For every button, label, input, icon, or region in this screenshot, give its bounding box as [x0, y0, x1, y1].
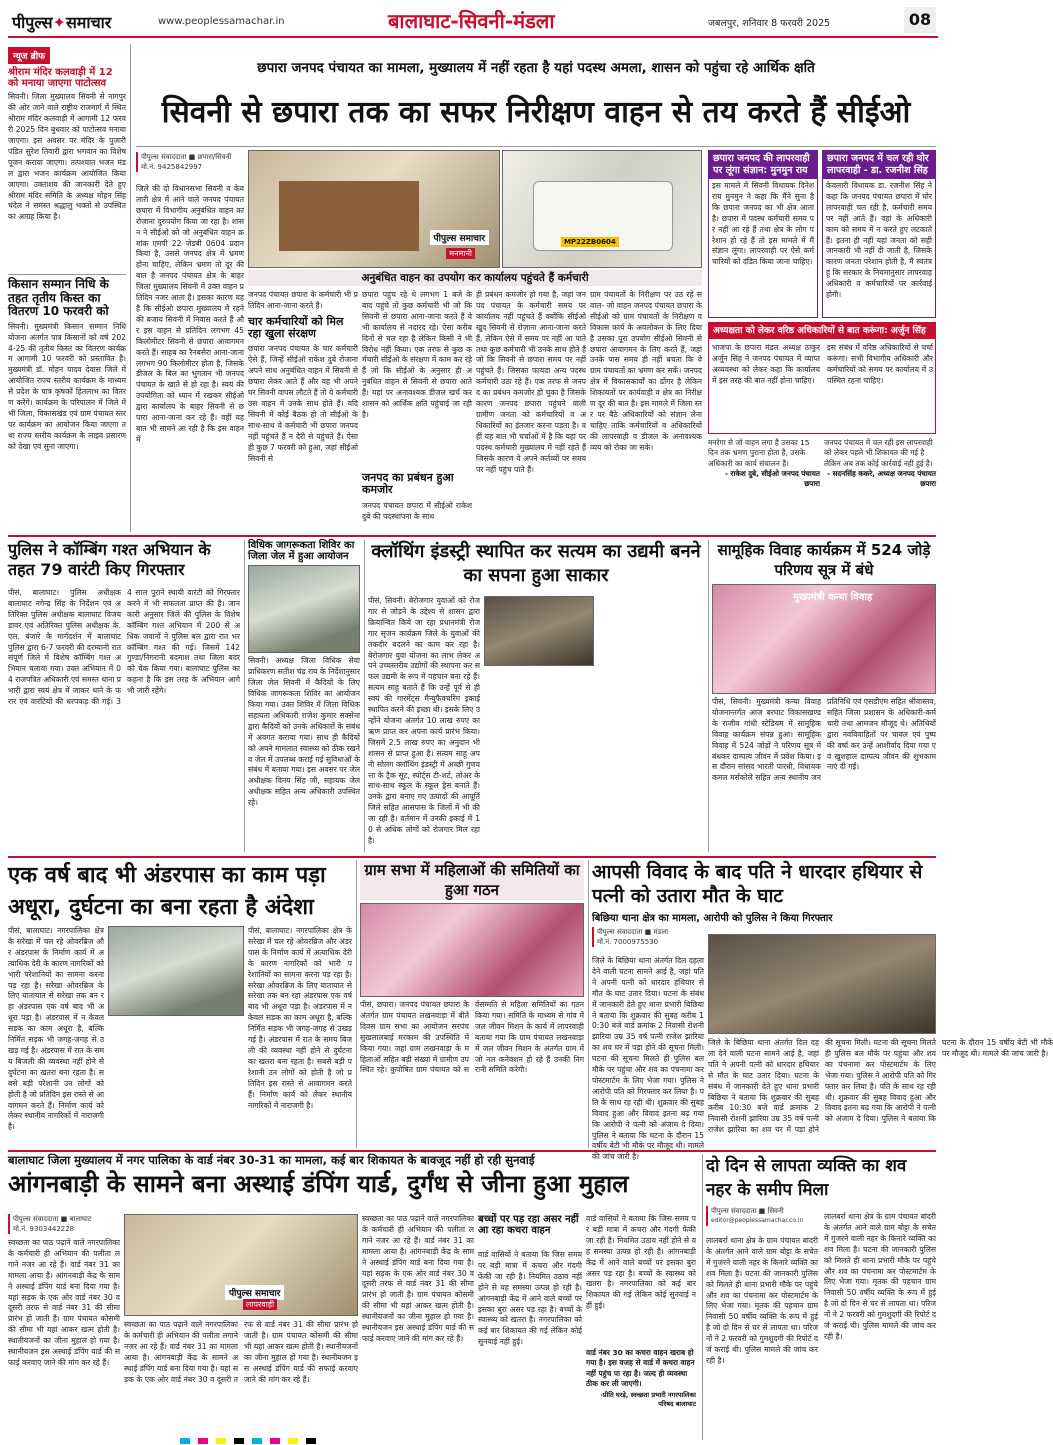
marriage-story	[712, 540, 936, 852]
quote-ceo-sign: - राकेश दुबे, सीईओ जनपद पंचायत छपारा	[725, 469, 820, 489]
clothing-photo	[484, 596, 594, 666]
legal-photo	[248, 565, 360, 653]
murder-story	[592, 860, 1053, 1162]
lead-kicker: छपारा जनपद पंचायत का मामला, मुख्यालय में नहीं रहता है यहां पदस्थ अमला, शासन को पहुंचा रहे आर्थिक क्षति	[257, 60, 815, 76]
page-number: 08	[904, 7, 936, 33]
clothing-story	[368, 540, 704, 852]
lead-col-3-text: छपारा पहुंच रहे थे लगभग 1 बजे के बाद पहुंचे तो कुछ कर्मचारी भी जो कि सिवनी से छपारा आना-जाना करते हैं वे भी कार्यालय से नदारद रहे। ऐसा करीब दिनों से चल रहा है लेकिन किसी ने भी विरोध नहीं किया। एक तरफ से कुछ कर्मचारी सीईओ के संरक्षण में काम कर रहे हैं जो कि सीईओ के अनुसार ही अनुबंधित वाहन से सिवनी से छपारा आते हैं। यहां पर अनावश्यक डीजल खर्च कर शासन को आर्थिक क्षति पहुंचाई जा रही है।	[362, 290, 472, 419]
clothing-body: पीसं, सिवनी। बेरोजगार युवाओं को रोजगार से जोड़ने के उद्देश्य से शासन द्वारा क्रियान्वित किये जा रहा प्रधानमंत्री रोजगार सृजन कार्यक्रम जिले के युवाओं की तकदीर बदलने का काम कर रहा है। बेरोजगार युवा योजना का लाभ लेकर अपने उच्चस्तरीय उद्योगों की स्थापना कर सफल उद्यमी के रूप में पहचान बना रहे हैं। सत्यम साहू बताते हैं कि उन्हें पूर्व से ही स्वयं की गारमेंट्स मैन्युफैक्चरिंग इकाई स्थापित करने की इच्छा थी। इसके लिए उन्होंने योजना अंतर्गत 10 लाख रुपए का ऋण प्राप्त कर अपना कार्य प्रारंभ किया। जिसमें 2.5 लाख रुपए का अनुदान भी शासन से प्राप्त हुआ है। सत्यम साहू अपनी सोलग क्लॉथिंग इंडस्ट्री में अच्छी गुणवत्ता के ट्रैक सूट, स्पोर्ट्स टी-शर्ट, लोअर के साथ-साथ स्कूल के स्कूल ड्रेस बनाते हैं। उनके द्वारा बनाए गए उत्पादों की आपूर्ति जिले सहित आसपास के जिलों में भी की जा रही है। वर्तमान में उनकी इकाई में 10 से अधिक लोगों को रोजगार मिल रहा है।	[368, 596, 480, 845]
anganwadi-quote	[586, 1348, 696, 1438]
anganwadi-kicker: बालाघाट जिला मुख्यालय में नगर पालिका के वार्ड नंबर 30-31 का मामला, कई बार शिकायत के बावजूद नहीं हो रही सुनवाई	[8, 1153, 535, 1167]
news-brief-label: न्यूज ब्रीफ	[8, 47, 50, 64]
mla-box-2-head: छपारा जनपद में चल रही घोर लापरवाही - डा. रजनीश सिंह	[823, 151, 935, 179]
police-headline: पुलिस ने कॉम्बिंग गश्त अभियान के तहत 79 वारंटी किए गिरफ्तार	[8, 540, 211, 579]
byline-text: पीपुल्स संवाददाता ■ छपारा/सिवनी	[136, 152, 246, 162]
mandal-box	[708, 322, 936, 434]
logo: पीपुल्स✦समाचार	[12, 13, 112, 32]
license-plate: MP22ZB0604	[561, 237, 619, 247]
gramsabha-photo	[360, 903, 584, 997]
underpass-body: पीसं, बालाघाट। नगरपालिका क्षेत्र के सरेखा में चल रहे ओवरब्रिज और अंडरपास के निर्माण कार्य में अत्याधिक देरी के कारण नागरिकों को भारी परेशानियों का सामना करना पड़ रहा है। सरेखा ओवरब्रिज के लिए यातायात से सरेखा तक बन रहा अंडरपास एक वर्ष बाद भी अधूरा पड़ा है। अंडरपास में न केवल सड़क का काम अधूरा है, बल्कि निर्मित सड़क भी जगह-जगह से उखड़ गई है। अंडरपास में रात के समय बिजली की व्यवस्था नहीं होने से दुर्घटना का खतरा बना रहता है। सबसे बड़ी परेशानी उन लोगों को होती है जो प्रतिदिन इस रास्ते से आवागमन करते हैं। निर्माण कार्य को लेकर स्थानीय नागरिकों में नाराजगी है।	[8, 926, 104, 1132]
news-brief-sidebar	[8, 44, 126, 532]
photo-watermark: पीपुल्स समाचार	[430, 230, 489, 245]
murder-body-2: जिले के बिछिया थाना अंतर्गत दिल दहला देने वाली घटना सामने आई है, जहां पति ने अपनी पत्नी को धारदार हथियार से मौत के घाट उतार दिया। घटना के संबंध में जानकारी देते हुए थाना प्रभारी बिछिया ने बताया कि शुक्रवार की सुबह करीब 10:30 बजे वार्ड क्रमांक 2 निवासी रोशनी झारिया उम्र 35 वर्ष पत्नी राजेश झारिया का शव घर में पड़ा होने की सूचना मिली। घटना की सूचना मिलते ही पुलिस बल मौके पर पहुंचा और शव का पंचनामा कर पोस्टमार्टम के लिए भेजा गया। पुलिस ने आरोपी पति को गिरफ्तार कर लिया है। पति के साथ रह रही थी। शुक्रवार की सुबह विवाद हुआ और विवाद इतना बढ़ गया कि आरोपी ने पत्नी को अंजाम दे दिया। पुलिस ने बताया कि घटना के दौरान 15 वर्षीय बेटी भी मौके पर मौजूद थी। मामले की जांच जारी है।	[708, 1038, 1053, 1135]
gramsabha-headline: ग्राम सभा में महिलाओं की समितियों का हुआ गठन	[360, 860, 584, 900]
underpass-body-2: पीसं, बालाघाट। नगरपालिका क्षेत्र के सरेखा में चल रहे ओवरब्रिज और अंडरपास के निर्माण कार्य में अत्याधिक देरी के कारण नागरिकों को भारी परेशानियों का सामना करना पड़ रहा है। सरेखा ओवरब्रिज के लिए यातायात से सरेखा तक बन रहा अंडरपास एक वर्ष बाद भी अधूरा पड़ा है। अंडरपास में न केवल सड़क का काम अधूरा है, बल्कि निर्मित सड़क भी जगह-जगह से उखड़ गई है। अंडरपास में रात के समय बिजली की व्यवस्था नहीं होने से दुर्घटना का खतरा बना रहता है। सबसे बड़ी परेशानी उन लोगों को होती है जो प्रतिदिन इस रास्ते से आवागमन करते हैं। निर्माण कार्य को लेकर स्थानीय नागरिकों में नाराजगी है।	[248, 926, 352, 1110]
marriage-headline: सामूहिक विवाह कार्यक्रम में 524 जोड़े परिणय सूत्र में बंधे	[717, 541, 931, 579]
section-title: बालाघाट-सिवनी-मंडला	[388, 9, 555, 33]
brief-1-body: सिवनी। जिला मुख्यालय सिवनी से नागपुर की ओर जाने वाले राष्ट्रीय राजमार्ग में स्थित श्रीराम मंदिर कलवाड़ी में आगामी 12 फरवरी 2025 दिन बुधवार को पाटोत्सव मनाया जाएगा। इस अवसर पर मंदिर के पुजारी पंडित सुरेश तिवारी द्वारा भगवान का विशेष पूजन कराया जाएगा। तत्पश्चात भजन मंडल द्वारा भजन कार्यक्रम आयोजित किया जाएगा। उक्ताशय की जानकारी देते हुए श्रीराम मंदिर समिति के अध्यक्ष मोहन सिंह चंदेल ने समस्त श्रद्धालु भक्तों से उपस्थित का आग्रह किया है।	[8, 92, 126, 222]
anganwadi-body-3: स्वच्छता का पाठ पढ़ाने वाले नगरपालिका के कर्मचारी ही अभियान की पलीता लगाने नजर आ रहे हैं। वार्ड नंबर 31 का मामला आया है। आंगनबाड़ी केंद्र के सामने अस्थाई डंपिंग यार्ड बना दिया गया है। यहां सड़क के एक ओर वार्ड नंबर 30 व दूसरी तरफ से वार्ड नंबर 31 की सीमा प्रारंभ हो जाती है। ग्राम पंचायत कोसमी की सीमा भी यहां आकर खत्म होती है। स्थानीयजनों का जीना मुहाल हो गया है। स्थानीयजन इस अस्थाई डंपिंग यार्ड की सफाई करवाए जाने की मांग कर रहे हैं।	[362, 1214, 474, 1343]
missing-byline: पीपुल्स संवाददाता ■ सिवनी	[706, 1206, 818, 1216]
anganwadi-headline: आंगनबाड़ी के सामने बना अस्थाई डंपिंग यार्ड, दुर्गंध से जीना हुआ मुहाल	[8, 1169, 629, 1198]
mandal-box-right: इस संबंध में वरिष्ठ अधिकारियों से चर्चा करूंगा। सभी विभागीय अधिकारी और कर्मचारियों को समय पर कार्यालय में उपस्थित रहना चाहिए।	[827, 343, 933, 385]
photo-watermark-tag-2: लापरवाही	[243, 1299, 277, 1310]
brief-1-headline: श्रीराम मंदिर कलवाड़ी में 12 को मनाया जाएगा पाटोत्सव	[8, 67, 113, 90]
lead-headline: सिवनी से छपारा तक का सफर निरीक्षण वाहन से तय करते हैं सीईओ	[161, 95, 911, 130]
lead-subhead-2: जनपद का प्रबंधन हुआ कमजोर	[362, 471, 454, 497]
missing-body: लालबर्रा थाना क्षेत्र के ग्राम पंचायत बांदरी के अंतर्गत आने वाले ग्राम बोट्टा के सचेत में गुजरने वाली नहर के किनारे व्यक्ति का शव मिला है। घटना की जानकारी पुलिस को मिलते ही थाना प्रभारी मौके पर पहुंचे और शव का पंचनामा कर पोस्टमार्टम के लिए भेजा गया। मृतक की पहचान ग्राम निवासी 50 वर्षीय व्यक्ति के रूप में हुई है जो दो दिन से घर से लापता था। परिजनों ने 2 फरवरी को गुमशुदगी की रिपोर्ट दर्ज कराई थी। पुलिस मामले की जांच कर रही है।	[706, 1236, 818, 1365]
photo-watermark-tag: मनमानी	[446, 248, 475, 259]
marriage-body: पीसं, सिवनी। मुख्यमंत्री कन्या विवाह योजनान्तर्गत आज बरघाट विकासखण्ड के राजीव गांधी स्टेडियम में सामूहिक विवाह कार्यक्रम संपन्न हुआ। सामूहिक विवाह में 524 जोड़ों ने परिणय सूत्र में बंधकर दाम्पत्य जीवन में प्रवेश किया। इस दौरान सांसद भारती पारधी, विधायक कमल मर्सकोले सहित अन्य स्थानीय जनप्रतिनिधि एवं एसडीएम सहित श्रीवास्तव, सहित जिला प्रशासन के अधिकारी-कर्मचारी तथा आमजन मौजूद थे। अतिथियों द्वारा नवविवाहितों पर चावल एवं पुष्प की वर्षा कर उन्हें आशीर्वाद दिया गया एवं खुशहाल दाम्पत्य जीवन की शुभकामनाएं दी गईं।	[712, 697, 936, 783]
lead-col-3b-text: जनपद पंचायत छपारा में सीईओ राकेश दुबे की पदस्थापना के साथ	[362, 500, 472, 521]
anganwadi-body-5: वार्ड वासियों ने बताया कि जिस समय पर बड़ी मात्रा में कचरा और गंदगी फेंकी जा रही है। नियमित उठाव नहीं होने से यह समस्या उत्पन्न हो रही है। आंगनबाड़ी केंद्र में आने वाले बच्चों पर इसका बुरा असर पड़ रहा है। बच्चों के स्वास्थ्य को खतरा है। नगरपालिका को कई बार शिकायत की गई लेकिन कोई सुनवाई नहीं हुई।	[586, 1214, 696, 1311]
lead-col-2-text: जनपद पंचायत छपारा के कर्मचारी भी प्रतिदिन आना-जाना करते हैं।	[248, 290, 358, 310]
mla-box-1-body: इस मामले में सिवनी विधायक दिनेश राय मुनमुन ने कहा कि मैंने सुना है कि छपारा जनपद का भी क्षेत्र आता है। छपारा में पदस्थ कर्मचारी समय पर नहीं आ रहे हैं तथा क्षेत्र के लोग परेशान हो रहे हैं तो इस मामले में मैं संज्ञान लूंगा। लापरवाही पर ऐसे कर्मचारियों को दंडित किया जाना चाहिए।	[712, 181, 814, 267]
murder-byline: पीपुल्स संवाददाता ■ मंडला	[592, 927, 702, 937]
byline-mobile: मो.नं. 9425842997	[136, 162, 246, 172]
lead-col-3	[362, 290, 472, 530]
police-story	[8, 540, 240, 852]
lead-col-1: जिले की दो विधानसभा सिवनी व केवलारी क्षेत्र में आने वाले जनपद पंचायत छपारा में विभागीय अनुबंधित वाहन का रोजाना दुरुपयोग किया जा रहा है। शासन ने सीईओ को जो अनुबंधित वाहन क्रमांक एमपी 22 जेडबी 0604 प्रदान किया है, उससे जनपद क्षेत्र में भ्रमण होना चाहिए, लेकिन भ्रमण तो दूर की बात है जनपद पंचायत क्षेत्र के बाहर जिला मुख्यालय सिवनी में उक्त वाहन प्रतिदिन नजर आता है। इसका कारण यह है कि सीईओ छपारा मुख्यालय में रहने की बजाय सिवनी में निवास करते हैं और इस वाहन से प्रतिदिन लगभग 45 किलोमीटर सिवनी से छपारा आवागमन करते हैं। साहब का रैनबसेरा आना-जाना लगभग 90 किलोमीटर होता है, जिसके डीजल के बिल का भुगतान भी जनपद पंचायत के खाते से हो रहा है। स्वयं की उपयोगिता को ध्यान में रखकर सीईओ द्वारा कार्यालय के बाहर सिवनी से छपारा आना-जाना कर रहे हैं। वहीं यह बात भी सामने आ रही है कि इस वाहन में	[136, 184, 244, 444]
anganwadi-body: स्वच्छता का पाठ पढ़ाने वाले नगरपालिका के कर्मचारी ही अभियान की पलीता लगाने नजर आ रहे हैं। वार्ड नंबर 31 का मामला आया है। आंगनबाड़ी केंद्र के सामने अस्थाई डंपिंग यार्ड बना दिया गया है। यहां सड़क के एक ओर वार्ड नंबर 30 व दूसरी तरफ से वार्ड नंबर 31 की सीमा प्रारंभ हो जाती है। ग्राम पंचायत कोसमी की सीमा भी यहां आकर खत्म होती है। स्थानीयजनों का जीना मुहाल हो गया है। स्थानीयजन इस अस्थाई डंपिंग यार्ड की सफाई करवाए जाने की मांग कर रहे हैं।	[8, 1238, 120, 1367]
brief-2-headline: किसान सम्मान निधि के तहत तृतीय किस्त का वितरण 10 फरवरी को	[8, 274, 126, 318]
marriage-photo	[712, 584, 936, 694]
print-marks	[180, 1438, 760, 1444]
legal-body: सिवनी। अध्यक्ष जिला विधिक सेवा प्राधिकरण सतीश चंद्र राय के निर्देशानुसार जिला जेल सिवनी में कैदियों के लिए विधिक जागरूकता शिविर का आयोजन किया गया। उक्त शिविर में जिला विधिक सहायता अधिकारी राजेश कुमार सक्सेना द्वारा कैदियों को उनके अधिकारों के संबंध में अवगत कराया गया। साथ ही कैदियों को अपने मामलात स्वास्थ्य को ठीक रखने व जेल में उपलब्ध कराई गई सुविधाओं के संबंध में बताया गया। इस अवसर पर जेल अधीक्षक विनय सिंह जी, सहायक जेल अधीक्षक सहित अन्य अधिकारी उपस्थित रहे।	[248, 656, 360, 808]
quote-president-sign: - सदनसिंह ककरे, अध्यक्ष जनपद पंचायत छपारा	[827, 469, 936, 489]
murder-subheadline: बिछिया थाना क्षेत्र का मामला, आरोपी को पुलिस ने किया गिरफ्तार	[592, 913, 833, 924]
gramsabha-body: पीसं, छपारा। जनपद पंचायत छपारा के अंतर्गत ग्राम पंचायत लखनवाड़ा में बीते दिवस ग्राम सभा का आयोजन सरपंच सुखलालबाई मरकाम की उपस्थिति में किया गया। जहां ग्राम लखनवाड़ा के महिलाओं सहित बड़ी संख्या में ग्रामीण उपस्थित रहे। कुपोषित ग्राम पंचायत को सर्वसम्मति से महिला समितियों का गठन किया गया। समिति के माध्यम से गांव में जल जीवन मिशन के कार्य में लापरवाही बताया गया कि ग्राम पंचायत लखनवाड़ा में जल जीवन मिशन के अंतर्गत ग्राम में जो नल कनेक्शन हो रहे हैं उनकी निगरानी समिति करेगी।	[360, 1000, 584, 1075]
mla-box-1	[708, 150, 818, 318]
lead-col-2	[248, 290, 358, 530]
masthead	[8, 4, 938, 38]
quote-ceo-text: मनरेगा से जो वाहन लगा है उसका 15 दिन तक भ्रमण पुराना होता है, उसके अधिकारी का कार्य संचालन है।	[708, 438, 810, 468]
mla-box-1-head: छपारा जनपद की लापरवाही पर लूंगा संज्ञान: मुनमुन राय	[709, 151, 817, 179]
mandal-box-head: अध्यक्षता को लेकर वरिष्ठ अधिकारियों से बात करूंगा: अर्जुन सिंह	[709, 323, 935, 339]
murder-headline: आपसी विवाद के बाद पति ने धारदार हथियार से पत्नी को उतारा मौत के घाट	[592, 861, 923, 907]
lead-subhead-1: चार कर्मचारियों को मिल रहा खुला संरक्षण	[248, 314, 344, 341]
police-body: पीसं, बालाघाट। पुलिस अधीक्षक बालाघाट नगेन्द्र सिंह के निर्देशन एवं अतिरिक्त पुलिस अधीक्षक बालाघाट विजय डावर एवं अतिरिक्त पुलिस अधीक्षक के. एल. बंजारे के मार्गदर्शन में बालाघाट पुलिस द्वारा 6-7 फरवरी की दरम्यानी रात संपूर्ण जिले में विशेष कॉम्बिंग गश्त अभियान चलाया गया। उक्त अभियान में 04 राजपत्रित अधिकारी एवं समस्त थाना प्रभारी द्वारा स्वयं क्षेत्र में जाकर थाने के फरार एवं वारंटियों की धरपकड़ की गई। 34 साल पुराने स्थायी वारंटी को गिरफ्तार करने में भी सफलता प्राप्त की है। जानकारी अनुसार जिले की पुलिस के विशेष कॉम्बिंग गश्त अभियान में 200 से अधिक जवानों ने पुलिस बल द्वारा रात भर कॉम्बिंग गश्त की गई। जिसमें 142 गुण्डा/निगरानी बदमाश तथा जिला बदर को चेक किया गया। बालाघाट पुलिस का कहना है कि इस तरह के अभियान आगे भी जारी रहेंगे।	[8, 588, 240, 707]
car-photo	[502, 150, 702, 268]
mandal-box-left: भाजपा के छपारा मंडल अध्यक्ष ठाकुर अर्जुन सिंह ने जनपद पंचायत में व्याप्त अव्यवस्था को लेकर कहा कि कार्यालय में इस तरह की बात नहीं होना चाहिए।	[712, 343, 820, 385]
missing-headline: दो दिन से लापता व्यक्ति का शव नहर के समीप मिला	[706, 1156, 907, 1200]
brief-2-body: सिवनी। मुख्यमंत्री किसान सम्मान निधि योजना अंतर्गत पात्र किसानों को वर्ष 2024-25 की तृतीय किस्त का वितरण कार्यक्रम आगामी 10 फरवरी को प्रस्तावित है। मुख्यमंत्री डॉ. मोहन यादव देवास जिले में आयोजित राज्य स्तरीय कार्यक्रम के माध्यम से प्रदेश के पात्र कृषकों हितलाभ का वितरण करेंगे। कार्यक्रम के परिपालन में जिले में भी जिला, विकासखंड एवं ग्राम पंचायत स्तर पर कार्यक्रम का आयोजन किया जाएगा तथा राज्य स्तरीय कार्यक्रम के लाइव प्रसारण को देखा एवं सुना जाएगा।	[8, 321, 126, 451]
anganwadi-story	[8, 1154, 698, 1440]
gramsabha-story	[360, 860, 584, 1148]
murder-mobile: मो.नं. 7000975530	[592, 937, 702, 947]
anganwadi-body-4: वार्ड वासियों ने बताया कि जिस समय पर बड़ी मात्रा में कचरा और गंदगी फेंकी जा रही है। नियमित उठाव नहीं होने से यह समस्या उत्पन्न हो रही है। आंगनबाड़ी केंद्र में आने वाले बच्चों पर इसका बुरा असर पड़ रहा है। बच्चों के स्वास्थ्य को खतरा है। नगरपालिका को कई बार शिकायत की गई लेकिन कोई सुनवाई नहीं हुई।	[478, 1250, 582, 1347]
office-photo	[248, 150, 500, 268]
anganwadi-body-2: स्वच्छता का पाठ पढ़ाने वाले नगरपालिका के कर्मचारी ही अभियान की पलीता लगाने नजर आ रहे हैं। वार्ड नंबर 31 का मामला आया है। आंगनबाड़ी केंद्र के सामने अस्थाई डंपिंग यार्ड बना दिया गया है। यहां सड़क के एक ओर वार्ड नंबर 30 व दूसरी तरफ से वार्ड नंबर 31 की सीमा प्रारंभ हो जाती है। ग्राम पंचायत कोसमी की सीमा भी यहां आकर खत्म होती है। स्थानीयजनों का जीना मुहाल हो गया है। स्थानीयजन इस अस्थाई डंपिंग यार्ड की सफाई करवाए जाने की मांग कर रहे हैं।	[124, 1320, 358, 1384]
murder-body: जिले के बिछिया थाना अंतर्गत दिल दहला देने वाली घटना सामने आई है, जहां पति ने अपनी पत्नी को धारदार हथियार से मौत के घाट उतार दिया। घटना के संबंध में जानकारी देते हुए थाना प्रभारी बिछिया ने बताया कि शुक्रवार की सुबह करीब 10:30 बजे वार्ड क्रमांक 2 निवासी रोशनी झारिया उम्र 35 वर्ष पत्नी राजेश झारिया का शव घर में पड़ा होने की सूचना मिली। घटना की सूचना मिलते ही पुलिस बल मौके पर पहुंचा और शव का पंचनामा कर पोस्टमार्टम के लिए भेजा गया। पुलिस ने आरोपी पति को गिरफ्तार कर लिया है। पति के साथ रह रही थी। शुक्रवार की सुबह विवाद हुआ और विवाद इतना बढ़ गया कि आरोपी ने पत्नी को अंजाम दे दिया। पुलिस ने बताया कि घटना के दौरान 15 वर्षीय बेटी भी मौके पर मौजूद थी। मामले की जांच जारी है।	[592, 956, 704, 1162]
missing-body-2: लालबर्रा थाना क्षेत्र के ग्राम पंचायत बांदरी के अंतर्गत आने वाले ग्राम बोट्टा के सचेत में गुजरने वाली नहर के किनारे व्यक्ति का शव मिला है। घटना की जानकारी पुलिस को मिलते ही थाना प्रभारी मौके पर पहुंचे और शव का पंचनामा कर पोस्टमार्टम के लिए भेजा गया। मृतक की पहचान ग्राम निवासी 50 वर्षीय व्यक्ति के रूप में हुई है जो दो दिन से घर से लापता था। परिजनों ने 2 फरवरी को गुमशुदगी की रिपोर्ट दर्ज कराई थी। पुलिस मामले की जांच कर रही है।	[824, 1212, 936, 1341]
lead-col-4: ही प्रबंधन कमजोर हो गया है, जहां जनपद पंचायत के कर्मचारी समय पर कार्यालय नहीं पहुंचते हैं क्योंकि सीईओ खुद सिवनी से रोज़ाना आना-जाना करते हैं, लेकिन ऐसे में समय पर नहीं आ पाते तथा कुछ कर्मचारी भी उनके साथ होते हैं जो कि सिवनी से छपारा समय पर नहीं पहुंचते हैं। जिसका फायदा अन्य पदस्थ कर्मचारी उठा रहे हैं। एक तरफ से जनपद का प्रबंधन कमजोर हो चुका है जिसके कारण जनपद छपारा पहुंचने वाली ग्रामीण जनता को कर्मचारियों व अधिकारियों का इंतजार करना पड़ता है। वहीं यह बात भी चर्चाओं में है कि यहां पर पदस्थ कर्मचारी मुख्यालय में नहीं रहते हैं जिसके कारण वे अपने कर्तव्यों पर समय पर नहीं पहुंच पाते हैं।	[476, 290, 586, 474]
lead-col-2b-text: छपारा जनपद पंचायत के चार कर्मचारी ऐसे हैं, जिन्हें सीईओ राकेश दुबे रोजाना अपने साथ अनुबंधित वाहन में सिवनी से छपारा लेकर आते हैं और वह भी अपने घर सिवनी वापस लौटते हैं तो ये कर्मचारी उस वाहन में उनके साथ होते हैं। यदि सिवनी में कोई बैठक हो तो सीईओ के साथ-साथ ये कर्मचारी भी छपारा जनपद नहीं पहुंचते हैं न देरी से पहुंचते हैं। ऐसा ही कुछ 7 फरवरी को हुआ, जहां सीईओ सिवनी से	[248, 344, 358, 463]
site-url: www.peoplessamachar.in	[158, 16, 285, 27]
missing-story	[706, 1154, 936, 1440]
anganwadi-byline: पीपुल्स संवाददाता ■ बालाघाट	[8, 1214, 118, 1224]
clothing-headline: क्लॉथिंग इंडस्ट्री स्थापित कर सत्यम का उद्यमी बनने का सपना हुआ साकार	[371, 541, 701, 586]
quote-president	[824, 438, 936, 532]
mla-box-2	[822, 150, 936, 318]
quote-ceo	[708, 438, 820, 532]
mla-box-2-body: केवलारी विधायक डा. रजनीश सिंह ने कहा कि जनपद पंचायत छपारा में घोर लापरवाही चल रही है, कर्मचारी समय पर नहीं आते हैं। वहां के अधिकारी काम को समय में न करते हुए लटकाते हैं। इतना ही नहीं यहां जनता को सही जानकारी भी नहीं दी जाती है, जिसके कारण जनता परेशान होती है, मैं स्वतंत्र हूं कि सरकार के नियमानुसार लापरवाह अधिकारी व कर्मचारियों पर कार्रवाई होगी।	[826, 181, 932, 300]
lead-photo-caption: अनुबंधित वाहन का उपयोग कर कार्यालय पहुंचते हैं कर्मचारी	[248, 270, 702, 286]
quote-president-text: जनपद पंचायत में चल रही इस लापरवाही को लेकर पहले भी शिकायत की गई है लेकिन अब तक कोई कार्रवाई नहीं हुई है।	[824, 438, 933, 468]
dumping-yard-photo	[124, 1214, 358, 1316]
legal-headline: विधिक जागरूकता शिविर का जिला जेल में हुआ आयोजन	[248, 540, 355, 563]
lead-col-5: ग्राम पंचायतों के निरीक्षण पर उठ रहे सवाल- जो वाहन जनपद पंचायत छपारा के सीईओ को ग्राम पंचायतों के निरीक्षण व विकास कार्य के अवलोकन के लिए दिया है उसका पूरा उपयोग सीईओ सिवनी से छपारा आवागमन के लिए करते हैं, जहां उनके पास समय ही नहीं बचता कि वे ग्राम पंचायतों का भ्रमण कर सकें। जनपद क्षेत्र में विकासकार्यों का ढोंगर है लेकिन शिकायतों पर कार्यवाही व क्षेत्र का निरीक्षण दूर की बात है। इस मामले में जिला स्तर पर बैठे अधिकारियों को संज्ञान लेना चाहिए ताकि कर्मचारियों व अधिकारियों की लापरवाही व डीजल के अनावश्यक व्यय को रोका जा सके।	[590, 290, 702, 452]
anganwadi-subhead: बच्चों पर पड़ रहा असर नहीं आ रहा कचरा वाहन	[478, 1214, 579, 1237]
anganwadi-quote-sign: -प्रीति घरड़े, स्वच्छता प्रभारी नगरपालिका परिषद बालाघाट	[600, 1390, 696, 1408]
underpass-story	[8, 860, 352, 1148]
anganwadi-quote-text: वार्ड नंबर 30 का कचरा वाहन खराब हो गया है। इस वजह से वार्ड में कचरा वाहन नहीं पहुंच पा रहा है। जल्द ही व्यवस्था ठीक कर ली जाएगी।	[586, 1348, 695, 1389]
murder-photo	[708, 934, 936, 1034]
marriage-banner: मुख्यमंत्री कन्या विवाह	[793, 592, 873, 603]
underpass-photo	[108, 926, 244, 1016]
photo-watermark-2: पीपुल्स समाचार	[225, 1285, 284, 1300]
dateline: जबलपुर, शनिवार 8 फरवरी 2025	[708, 18, 831, 29]
underpass-headline: एक वर्ष बाद भी अंडरपास का काम पड़ा अधूरा, दुर्घटना का बना रहता है अंदेशा	[8, 863, 326, 920]
missing-mobile: editor@peoplessamachar.co.in	[706, 1216, 818, 1226]
anganwadi-mobile: मो.नं. 9303442228	[8, 1224, 118, 1234]
lead-byline	[136, 152, 246, 180]
legal-story	[248, 540, 360, 852]
